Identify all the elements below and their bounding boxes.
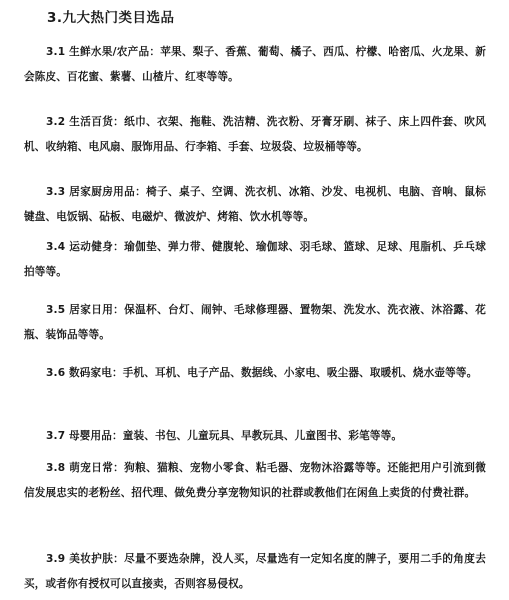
category-label: 3.4 运动健身： — [46, 241, 125, 253]
category-text: 童装、书包、儿童玩具、早教玩具、儿童图书、彩笔等等。 — [122, 430, 403, 442]
category-sports-fitness — [24, 235, 486, 285]
category-label: 3.8 萌宠日常： — [46, 462, 125, 474]
category-daily-goods — [24, 110, 486, 160]
category-pets — [24, 456, 486, 506]
category-text: 瑜伽垫、弹力带、健腹轮、瑜伽球、羽毛球、篮球、足球、甩脂机、乒乓球拍等等。 — [24, 241, 486, 278]
category-beauty-skincare — [24, 547, 486, 597]
category-text: 手机、耳机、电子产品、数据线、小家电、吸尘器、取暖机、烧水壶等等。 — [122, 367, 478, 379]
category-label: 3.9 美妆护肤： — [46, 553, 125, 565]
category-label: 3.6 数码家电： — [46, 367, 123, 379]
category-text: 纸巾、衣架、拖鞋、洗洁精、洗衣粉、牙膏牙刷、袜子、床上四件套、吹风机、收纳箱、电风扇、服饰用品、行李箱、手套、垃圾袋、垃圾桶等等。 — [24, 116, 486, 153]
category-label: 3.2 生活百货： — [46, 116, 125, 128]
category-label: 3.3 居家厨房用品： — [46, 186, 147, 198]
category-label: 3.7 母婴用品： — [46, 430, 123, 442]
category-text: 椅子、桌子、空调、洗衣机、冰箱、沙发、电视机、电脑、音响、鼠标键盘、电饭锅、砧板、电磁炉、微波炉、烤箱、饮水机等等。 — [24, 186, 486, 223]
section-title: 3.九大热门类目选品 — [47, 10, 175, 26]
category-home-daily — [24, 298, 486, 348]
category-text: 狗粮、猫粮、宠物小零食、粘毛器、宠物沐浴露等等。还能把用户引流到微信发展忠实的老粉丝、招代理、做免费分享宠物知识的社群或教他们在闲鱼上卖货的付费社群。 — [24, 462, 486, 499]
category-label: 3.5 居家日用： — [46, 304, 125, 316]
category-home-kitchen — [24, 180, 486, 230]
category-text: 保温杯、台灯、闹钟、毛球修理器、置物架、洗发水、洗衣液、沐浴露、花瓶、装饰品等等。 — [24, 304, 486, 341]
category-fresh-produce — [24, 40, 486, 90]
category-label: 3.1 生鲜水果/农产品： — [46, 46, 161, 58]
category-digital-appliances — [24, 361, 486, 386]
category-mother-baby — [24, 424, 486, 449]
category-text: 尽量不要选杂牌，没人买，尽量选有一定知名度的牌子，要用二手的角度去买，或者你有授权可以直接卖，否则容易侵权。 — [24, 553, 486, 590]
category-text: 苹果、梨子、香蕉、葡萄、橘子、西瓜、柠檬、哈密瓜、火龙果、新会陈皮、百花蜜、紫薯、山楂片、红枣等等。 — [24, 46, 486, 83]
